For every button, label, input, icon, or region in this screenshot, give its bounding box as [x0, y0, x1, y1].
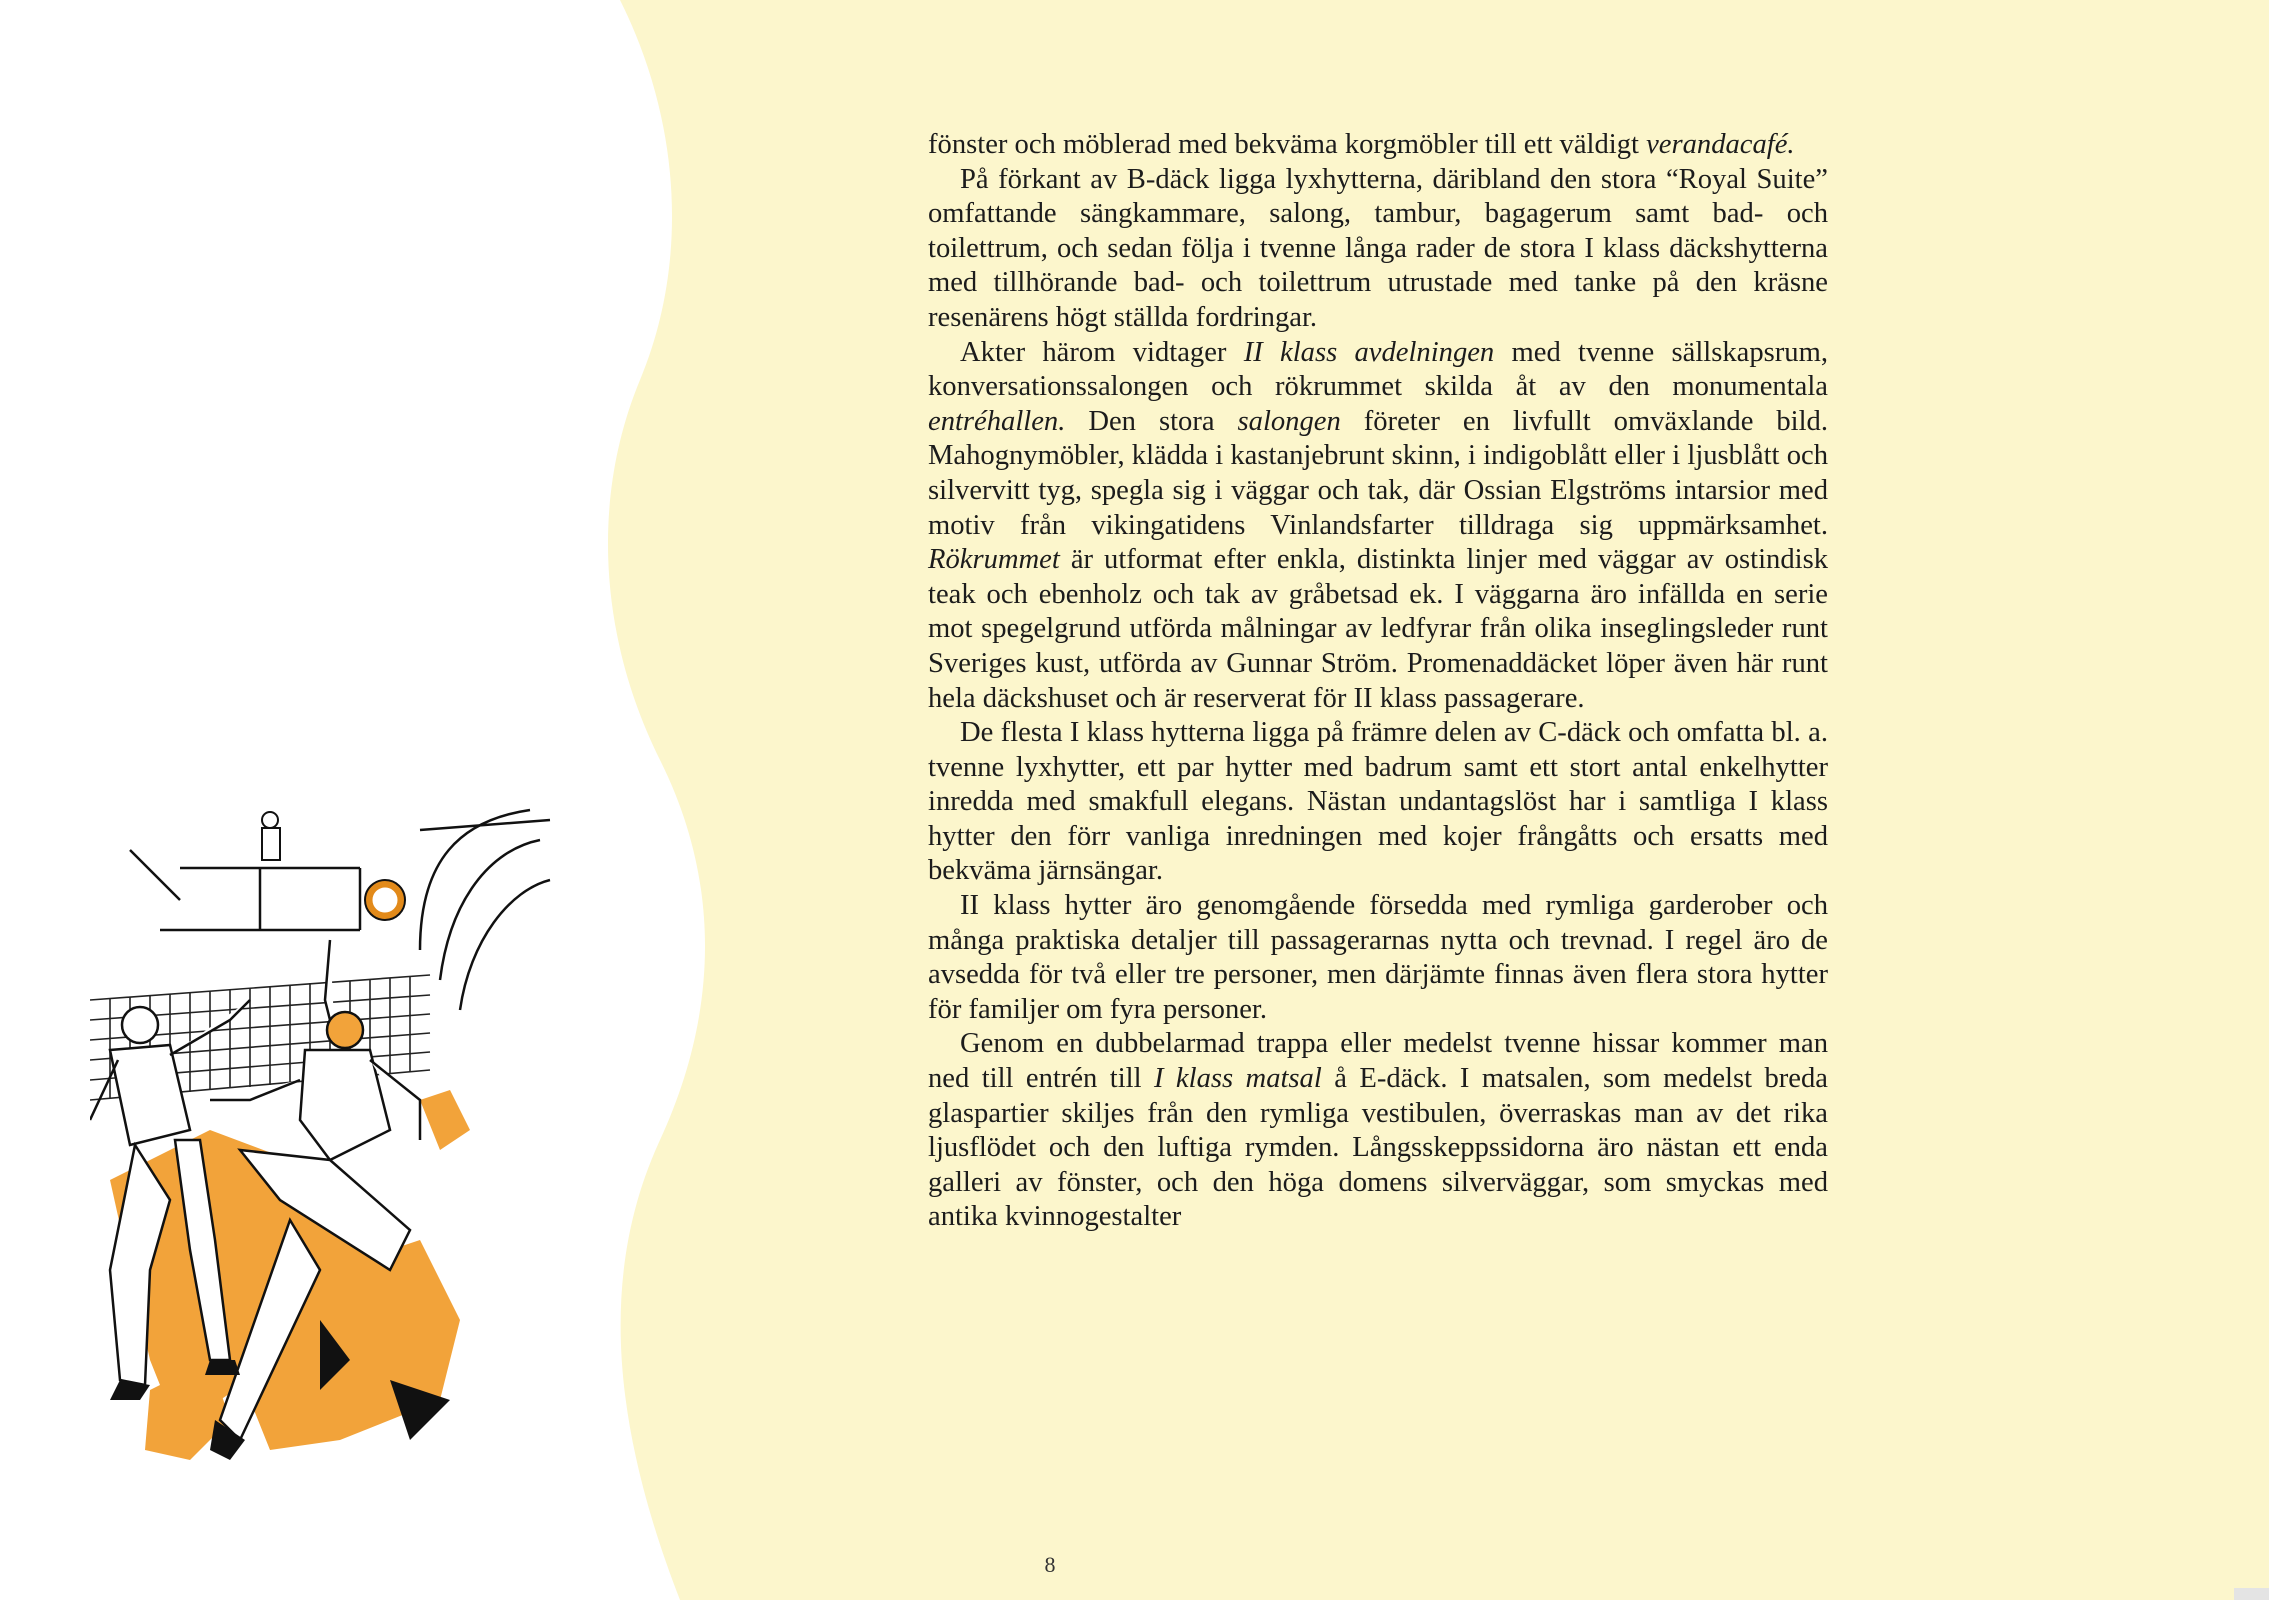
paragraph	[928, 336, 1828, 717]
deck-volleyball-illustration	[90, 800, 560, 1560]
text-run: med tvenne sällskapsrum, konversationssalongen och rökrummet skilda åt av den monumentala	[928, 336, 1828, 403]
text-run: företer en livfullt omväxlande bild. Mahognymöbler, klädda i kastanjebrunt skinn, i indigoblått eller i ljusblått och silvervitt tyg, spegla sig i väggar och tak, där Ossian Elgströms intarsior med motiv från vikingatidens Vinlandsfarter tilldraga sig uppmärksamhet.	[928, 405, 1828, 541]
italic-run: Rökrummet	[928, 544, 1060, 576]
italic-run: salongen	[1237, 405, 1341, 437]
page-number: 8	[1044, 1552, 1056, 1577]
scan-edge	[2234, 1588, 2269, 1600]
text-run: Genom en dubbelarmad trappa eller medelst tvenne hissar kommer man ned till entrén till	[928, 1028, 1828, 1095]
italic-run: verandacafé.	[1646, 129, 1795, 160]
text-run: De flesta I klass hytterna ligga på främre delen av C-däck och omfatta bl. a. tvenne lyxhytter, ett par hytter med badrum samt ett stort antal enkelhytter inredda med smakfull elegans. Nästan undantagslöst har i samtliga I klass hytter den förr vanliga inredningen med kojer frångåtts och ersatts med bekväma järnsängar.	[928, 717, 1828, 887]
paragraph	[928, 163, 1828, 336]
paragraph	[928, 128, 1828, 163]
paragraph	[928, 1027, 1828, 1235]
italic-run: entréhallen.	[928, 405, 1066, 437]
text-run: är utformat efter enkla, distinkta linjer med väggar av ostindisk teak och ebenholz och tak av gråbetsad ek. I väggarna äro infällda en serie mot spegelgrund utförda målningar av ledfyrar från olika inseglingsleder runt Sveriges kust, utförda av Gunnar Ström. Promenaddäcket löper även här runt hela däckshuset och är reserverat för II klass passagerare.	[928, 544, 1828, 714]
body-text	[928, 128, 1828, 1235]
paragraph	[928, 716, 1828, 889]
text-run: II klass hytter äro genomgående försedda med rymliga garderober och många praktiska detaljer till passagerarnas nytta och trevnad. I regel äro de avsedda för två eller tre personer, men därjämte finnas även flera stora hytter för familjer om fyra personer.	[928, 890, 1828, 1025]
paragraph	[928, 889, 1828, 1027]
italic-run: II klass avdelningen	[1243, 336, 1495, 368]
text-run: fönster och möblerad med bekväma korgmöbler till ett väldigt	[928, 129, 1647, 160]
text-run: Akter härom vidtager	[960, 336, 1244, 368]
text-run: Den stora	[1065, 405, 1238, 437]
text-run: På förkant av B-däck ligga lyxhytterna, däribland den stora “Royal Suite” omfattande sängkammare, salong, tambur, bagagerum samt bad- och toilettrum, och sedan följa i tvenne långa rader de stora I klass däckshytterna med tillhörande bad- och toilettrum utrustade med tanke på den kräsne resenärens högt ställda fordringar.	[928, 163, 1828, 333]
italic-run: I klass matsal	[1153, 1063, 1322, 1095]
text-run: å E-däck. I matsalen, som medelst breda glaspartier skiljes från den rymliga vestibulen, överraskas man av det rika ljusflödet och den luftiga rymden. Långsskeppssidorna äro nästan ett enda galleri av fönster, och den höga domens silverväggar, som smyckas med antika kvinnogestalter	[928, 1063, 1828, 1233]
